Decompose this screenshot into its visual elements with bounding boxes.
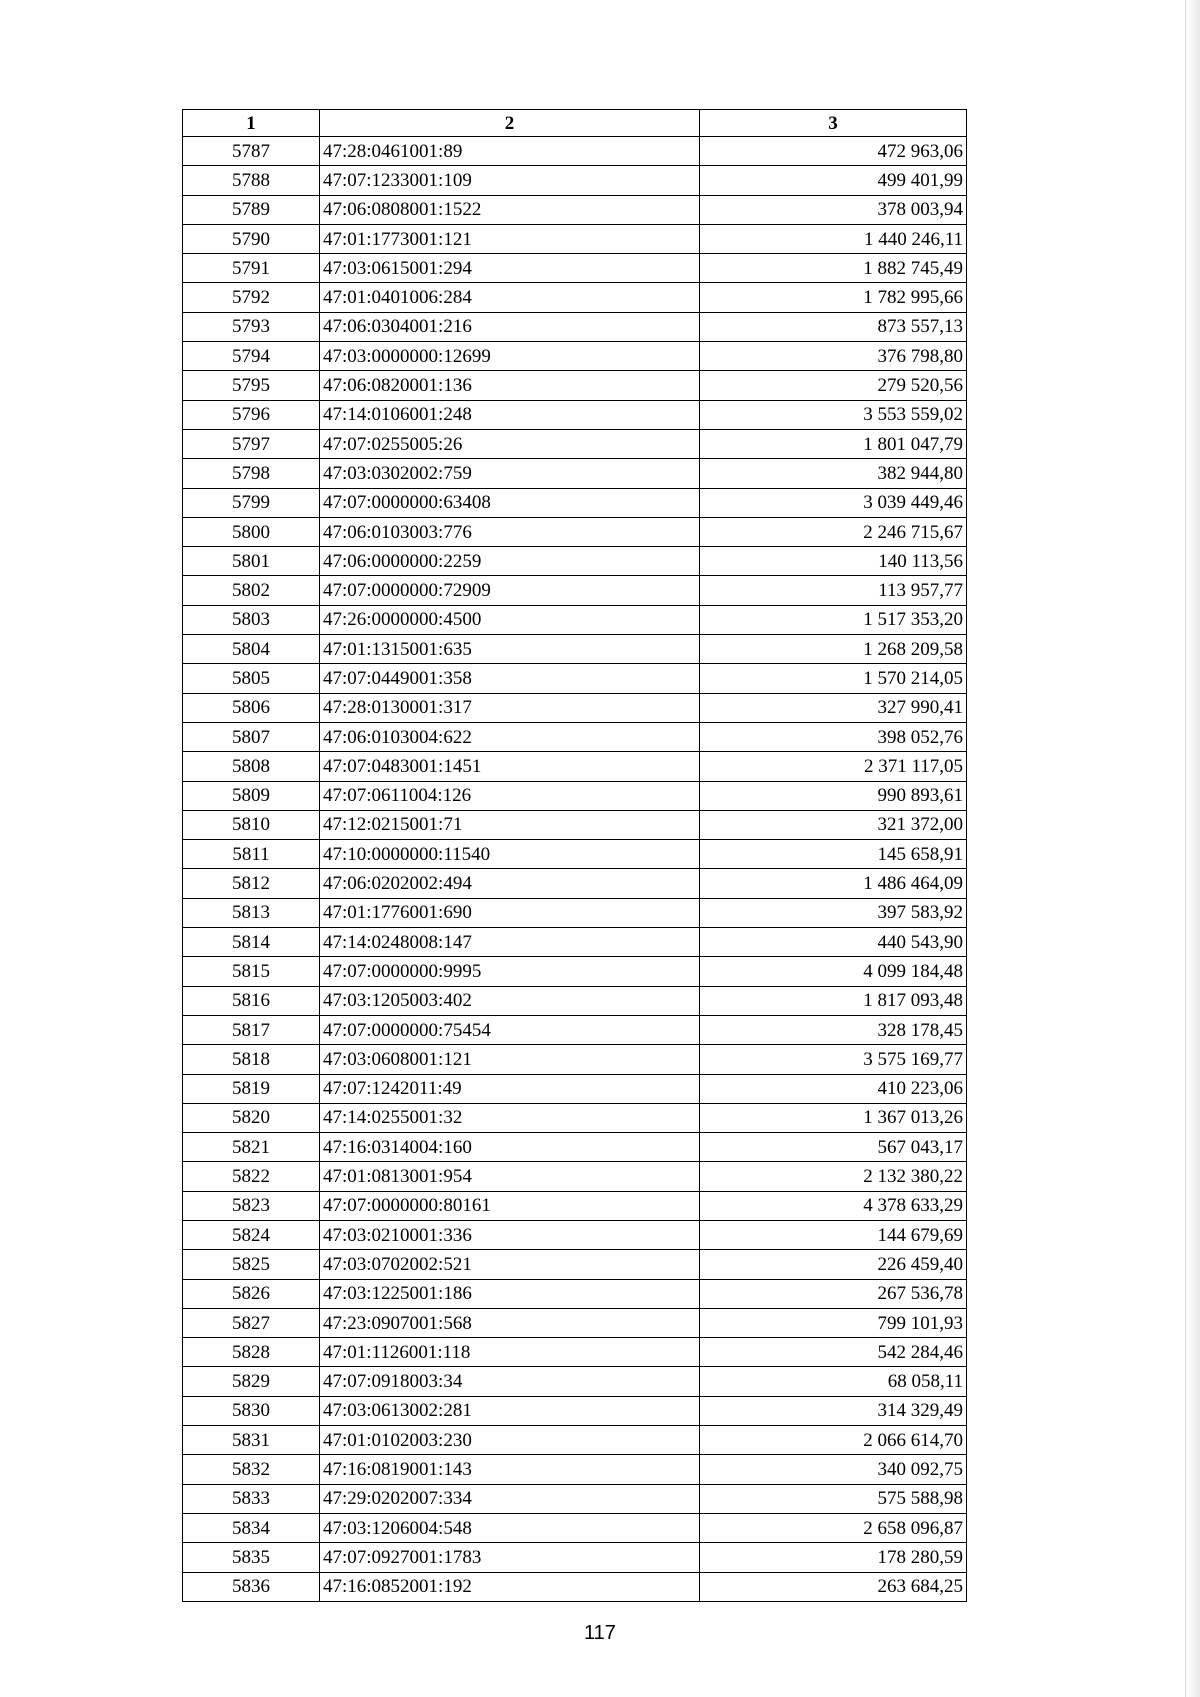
row-number-cell: 5824 xyxy=(183,1220,320,1249)
table-row xyxy=(183,1133,967,1162)
cadastral-value-cell: 4 099 184,48 xyxy=(700,957,967,986)
page-number: 117 xyxy=(584,1622,616,1644)
cadastral-value-cell: 328 178,45 xyxy=(700,1015,967,1044)
table-row xyxy=(183,928,967,957)
cadastral-value-cell: 575 588,98 xyxy=(700,1484,967,1513)
row-number-cell: 5822 xyxy=(183,1162,320,1191)
row-number-cell: 5795 xyxy=(183,371,320,400)
table-row xyxy=(183,1396,967,1425)
cadastral-value-cell: 1 517 353,20 xyxy=(700,605,967,634)
row-number-cell: 5805 xyxy=(183,664,320,693)
cadastral-number-cell: 47:03:0702002:521 xyxy=(320,1250,700,1279)
column-header-2: 2 xyxy=(320,110,700,137)
row-number-cell: 5810 xyxy=(183,810,320,839)
table-row xyxy=(183,224,967,253)
table-row xyxy=(183,254,967,283)
row-number-cell: 5814 xyxy=(183,928,320,957)
cadastral-number-cell: 47:07:0483001:1451 xyxy=(320,752,700,781)
cadastral-value-cell: 1 486 464,09 xyxy=(700,869,967,898)
cadastral-number-cell: 47:06:0304001:216 xyxy=(320,312,700,341)
table-row xyxy=(183,342,967,371)
cadastral-number-cell: 47:01:0813001:954 xyxy=(320,1162,700,1191)
row-number-cell: 5800 xyxy=(183,517,320,546)
table-row xyxy=(183,1103,967,1132)
cadastral-value-cell: 410 223,06 xyxy=(700,1074,967,1103)
cadastral-number-cell: 47:14:0248008:147 xyxy=(320,928,700,957)
table-row xyxy=(183,1426,967,1455)
row-number-cell: 5811 xyxy=(183,840,320,869)
cadastral-value-cell: 378 003,94 xyxy=(700,195,967,224)
table-row xyxy=(183,1162,967,1191)
cadastral-value-cell: 3 039 449,46 xyxy=(700,488,967,517)
cadastral-value-cell: 1 801 047,79 xyxy=(700,429,967,458)
column-header-3: 3 xyxy=(700,110,967,137)
table-row xyxy=(183,1220,967,1249)
cadastral-number-cell: 47:12:0215001:71 xyxy=(320,810,700,839)
cadastral-number-cell: 47:06:0103003:776 xyxy=(320,517,700,546)
row-number-cell: 5828 xyxy=(183,1338,320,1367)
table-header-row xyxy=(183,110,967,137)
cadastral-number-cell: 47:01:0401006:284 xyxy=(320,283,700,312)
row-number-cell: 5836 xyxy=(183,1572,320,1601)
cadastral-value-cell: 3 553 559,02 xyxy=(700,400,967,429)
table-row xyxy=(183,400,967,429)
row-number-cell: 5812 xyxy=(183,869,320,898)
row-number-cell: 5807 xyxy=(183,722,320,751)
cadastral-value-cell: 397 583,92 xyxy=(700,898,967,927)
cadastral-number-cell: 47:16:0314004:160 xyxy=(320,1133,700,1162)
cadastral-value-cell: 873 557,13 xyxy=(700,312,967,341)
table-row xyxy=(183,693,967,722)
row-number-cell: 5806 xyxy=(183,693,320,722)
row-number-cell: 5832 xyxy=(183,1455,320,1484)
cadastral-value-cell: 267 536,78 xyxy=(700,1279,967,1308)
cadastral-number-cell: 47:01:1776001:690 xyxy=(320,898,700,927)
cadastral-value-cell: 263 684,25 xyxy=(700,1572,967,1601)
row-number-cell: 5819 xyxy=(183,1074,320,1103)
table-row xyxy=(183,1015,967,1044)
cadastral-number-cell: 47:07:0927001:1783 xyxy=(320,1543,700,1572)
row-number-cell: 5827 xyxy=(183,1308,320,1337)
row-number-cell: 5834 xyxy=(183,1513,320,1542)
table-row xyxy=(183,840,967,869)
table-row xyxy=(183,1455,967,1484)
table-row xyxy=(183,957,967,986)
cadastral-value-cell: 140 113,56 xyxy=(700,547,967,576)
table-row xyxy=(183,869,967,898)
table-row xyxy=(183,722,967,751)
row-number-cell: 5835 xyxy=(183,1543,320,1572)
row-number-cell: 5830 xyxy=(183,1396,320,1425)
table-row xyxy=(183,605,967,634)
page-edge-shadow xyxy=(1185,0,1200,1697)
table-row xyxy=(183,576,967,605)
row-number-cell: 5818 xyxy=(183,1045,320,1074)
cadastral-value-cell: 472 963,06 xyxy=(700,137,967,166)
row-number-cell: 5809 xyxy=(183,781,320,810)
row-number-cell: 5817 xyxy=(183,1015,320,1044)
table-row xyxy=(183,664,967,693)
row-number-cell: 5792 xyxy=(183,283,320,312)
row-number-cell: 5797 xyxy=(183,429,320,458)
row-number-cell: 5788 xyxy=(183,166,320,195)
cadastral-number-cell: 47:03:0615001:294 xyxy=(320,254,700,283)
cadastral-number-cell: 47:10:0000000:11540 xyxy=(320,840,700,869)
cadastral-number-cell: 47:06:0000000:2259 xyxy=(320,547,700,576)
cadastral-value-cell: 499 401,99 xyxy=(700,166,967,195)
row-number-cell: 5821 xyxy=(183,1133,320,1162)
cadastral-value-cell: 113 957,77 xyxy=(700,576,967,605)
cadastral-value-cell: 1 268 209,58 xyxy=(700,635,967,664)
cadastral-value-cell: 799 101,93 xyxy=(700,1308,967,1337)
cadastral-value-cell: 321 372,00 xyxy=(700,810,967,839)
cadastral-number-cell: 47:29:0202007:334 xyxy=(320,1484,700,1513)
cadastral-value-cell: 440 543,90 xyxy=(700,928,967,957)
row-number-cell: 5808 xyxy=(183,752,320,781)
table-row xyxy=(183,195,967,224)
table-row xyxy=(183,459,967,488)
cadastral-value-cell: 1 570 214,05 xyxy=(700,664,967,693)
cadastral-number-cell: 47:07:0000000:80161 xyxy=(320,1191,700,1220)
cadastral-value-cell: 542 284,46 xyxy=(700,1338,967,1367)
cadastral-value-cell: 340 092,75 xyxy=(700,1455,967,1484)
cadastral-value-cell: 1 367 013,26 xyxy=(700,1103,967,1132)
cadastral-number-cell: 47:07:0000000:75454 xyxy=(320,1015,700,1044)
row-number-cell: 5798 xyxy=(183,459,320,488)
row-number-cell: 5793 xyxy=(183,312,320,341)
cadastral-value-cell: 178 280,59 xyxy=(700,1543,967,1572)
table-row xyxy=(183,810,967,839)
table-row xyxy=(183,635,967,664)
row-number-cell: 5831 xyxy=(183,1426,320,1455)
table-row xyxy=(183,1484,967,1513)
cadastral-value-cell: 2 658 096,87 xyxy=(700,1513,967,1542)
cadastral-number-cell: 47:23:0907001:568 xyxy=(320,1308,700,1337)
cadastral-number-cell: 47:03:1205003:402 xyxy=(320,986,700,1015)
cadastral-value-cell: 2 066 614,70 xyxy=(700,1426,967,1455)
cadastral-number-cell: 47:28:0461001:89 xyxy=(320,137,700,166)
cadastral-number-cell: 47:07:0000000:72909 xyxy=(320,576,700,605)
cadastral-number-cell: 47:03:1206004:548 xyxy=(320,1513,700,1542)
cadastral-number-cell: 47:07:0000000:9995 xyxy=(320,957,700,986)
row-number-cell: 5804 xyxy=(183,635,320,664)
table-row xyxy=(183,137,967,166)
cadastral-value-cell: 990 893,61 xyxy=(700,781,967,810)
table-row xyxy=(183,1367,967,1396)
cadastral-number-cell: 47:14:0106001:248 xyxy=(320,400,700,429)
cadastral-value-cell: 314 329,49 xyxy=(700,1396,967,1425)
row-number-cell: 5801 xyxy=(183,547,320,576)
row-number-cell: 5820 xyxy=(183,1103,320,1132)
cadastral-number-cell: 47:07:0918003:34 xyxy=(320,1367,700,1396)
cadastral-number-cell: 47:07:1233001:109 xyxy=(320,166,700,195)
cadastral-value-cell: 279 520,56 xyxy=(700,371,967,400)
table-row xyxy=(183,781,967,810)
table-body xyxy=(183,137,967,1602)
cadastral-value-cell: 382 944,80 xyxy=(700,459,967,488)
cadastral-value-cell: 1 817 093,48 xyxy=(700,986,967,1015)
table-row xyxy=(183,1191,967,1220)
cadastral-value-cell: 144 679,69 xyxy=(700,1220,967,1249)
table-row xyxy=(183,898,967,927)
cadastral-number-cell: 47:06:0808001:1522 xyxy=(320,195,700,224)
cadastral-number-cell: 47:07:1242011:49 xyxy=(320,1074,700,1103)
table-row xyxy=(183,1045,967,1074)
cadastral-value-cell: 2 132 380,22 xyxy=(700,1162,967,1191)
cadastral-number-cell: 47:07:0255005:26 xyxy=(320,429,700,458)
row-number-cell: 5802 xyxy=(183,576,320,605)
table-row xyxy=(183,312,967,341)
row-number-cell: 5791 xyxy=(183,254,320,283)
table-row xyxy=(183,166,967,195)
cadastral-number-cell: 47:03:0000000:12699 xyxy=(320,342,700,371)
row-number-cell: 5803 xyxy=(183,605,320,634)
table-row xyxy=(183,517,967,546)
cadastral-value-cell: 376 798,80 xyxy=(700,342,967,371)
table-row xyxy=(183,283,967,312)
column-header-1: 1 xyxy=(183,110,320,137)
table-row xyxy=(183,488,967,517)
cadastral-number-cell: 47:03:1225001:186 xyxy=(320,1279,700,1308)
table-row xyxy=(183,1250,967,1279)
cadastral-value-cell: 3 575 169,77 xyxy=(700,1045,967,1074)
cadastral-number-cell: 47:06:0202002:494 xyxy=(320,869,700,898)
cadastral-value-cell: 398 052,76 xyxy=(700,722,967,751)
row-number-cell: 5816 xyxy=(183,986,320,1015)
cadastral-number-cell: 47:07:0000000:63408 xyxy=(320,488,700,517)
cadastral-value-cell: 2 246 715,67 xyxy=(700,517,967,546)
row-number-cell: 5825 xyxy=(183,1250,320,1279)
cadastral-value-cell: 567 043,17 xyxy=(700,1133,967,1162)
table-row xyxy=(183,1308,967,1337)
cadastral-value-cell: 68 058,11 xyxy=(700,1367,967,1396)
row-number-cell: 5829 xyxy=(183,1367,320,1396)
cadastral-value-cell: 327 990,41 xyxy=(700,693,967,722)
table-row xyxy=(183,547,967,576)
table-row xyxy=(183,1572,967,1601)
row-number-cell: 5790 xyxy=(183,224,320,253)
cadastral-value-cell: 2 371 117,05 xyxy=(700,752,967,781)
cadastral-value-cell: 1 882 745,49 xyxy=(700,254,967,283)
cadastral-value-cell: 1 782 995,66 xyxy=(700,283,967,312)
cadastral-number-cell: 47:01:1315001:635 xyxy=(320,635,700,664)
cadastral-number-cell: 47:16:0852001:192 xyxy=(320,1572,700,1601)
cadastral-value-cell: 4 378 633,29 xyxy=(700,1191,967,1220)
cadastral-number-cell: 47:01:1126001:118 xyxy=(320,1338,700,1367)
table-row xyxy=(183,1279,967,1308)
table-row xyxy=(183,986,967,1015)
table-row xyxy=(183,1338,967,1367)
row-number-cell: 5787 xyxy=(183,137,320,166)
cadastral-number-cell: 47:07:0611004:126 xyxy=(320,781,700,810)
row-number-cell: 5823 xyxy=(183,1191,320,1220)
cadastral-value-table xyxy=(182,109,967,1602)
cadastral-number-cell: 47:26:0000000:4500 xyxy=(320,605,700,634)
table-row xyxy=(183,371,967,400)
cadastral-number-cell: 47:03:0302002:759 xyxy=(320,459,700,488)
cadastral-number-cell: 47:01:0102003:230 xyxy=(320,1426,700,1455)
row-number-cell: 5789 xyxy=(183,195,320,224)
cadastral-value-cell: 145 658,91 xyxy=(700,840,967,869)
cadastral-number-cell: 47:03:0210001:336 xyxy=(320,1220,700,1249)
row-number-cell: 5815 xyxy=(183,957,320,986)
cadastral-number-cell: 47:28:0130001:317 xyxy=(320,693,700,722)
row-number-cell: 5813 xyxy=(183,898,320,927)
cadastral-number-cell: 47:16:0819001:143 xyxy=(320,1455,700,1484)
row-number-cell: 5826 xyxy=(183,1279,320,1308)
table-row xyxy=(183,429,967,458)
cadastral-number-cell: 47:01:1773001:121 xyxy=(320,224,700,253)
cadastral-value-cell: 226 459,40 xyxy=(700,1250,967,1279)
cadastral-number-cell: 47:14:0255001:32 xyxy=(320,1103,700,1132)
row-number-cell: 5833 xyxy=(183,1484,320,1513)
row-number-cell: 5799 xyxy=(183,488,320,517)
row-number-cell: 5794 xyxy=(183,342,320,371)
table-row xyxy=(183,1543,967,1572)
cadastral-value-cell: 1 440 246,11 xyxy=(700,224,967,253)
cadastral-number-cell: 47:06:0820001:136 xyxy=(320,371,700,400)
table-row xyxy=(183,1074,967,1103)
cadastral-number-cell: 47:03:0608001:121 xyxy=(320,1045,700,1074)
row-number-cell: 5796 xyxy=(183,400,320,429)
cadastral-number-cell: 47:03:0613002:281 xyxy=(320,1396,700,1425)
cadastral-number-cell: 47:07:0449001:358 xyxy=(320,664,700,693)
table-row xyxy=(183,752,967,781)
table-row xyxy=(183,1513,967,1542)
cadastral-number-cell: 47:06:0103004:622 xyxy=(320,722,700,751)
